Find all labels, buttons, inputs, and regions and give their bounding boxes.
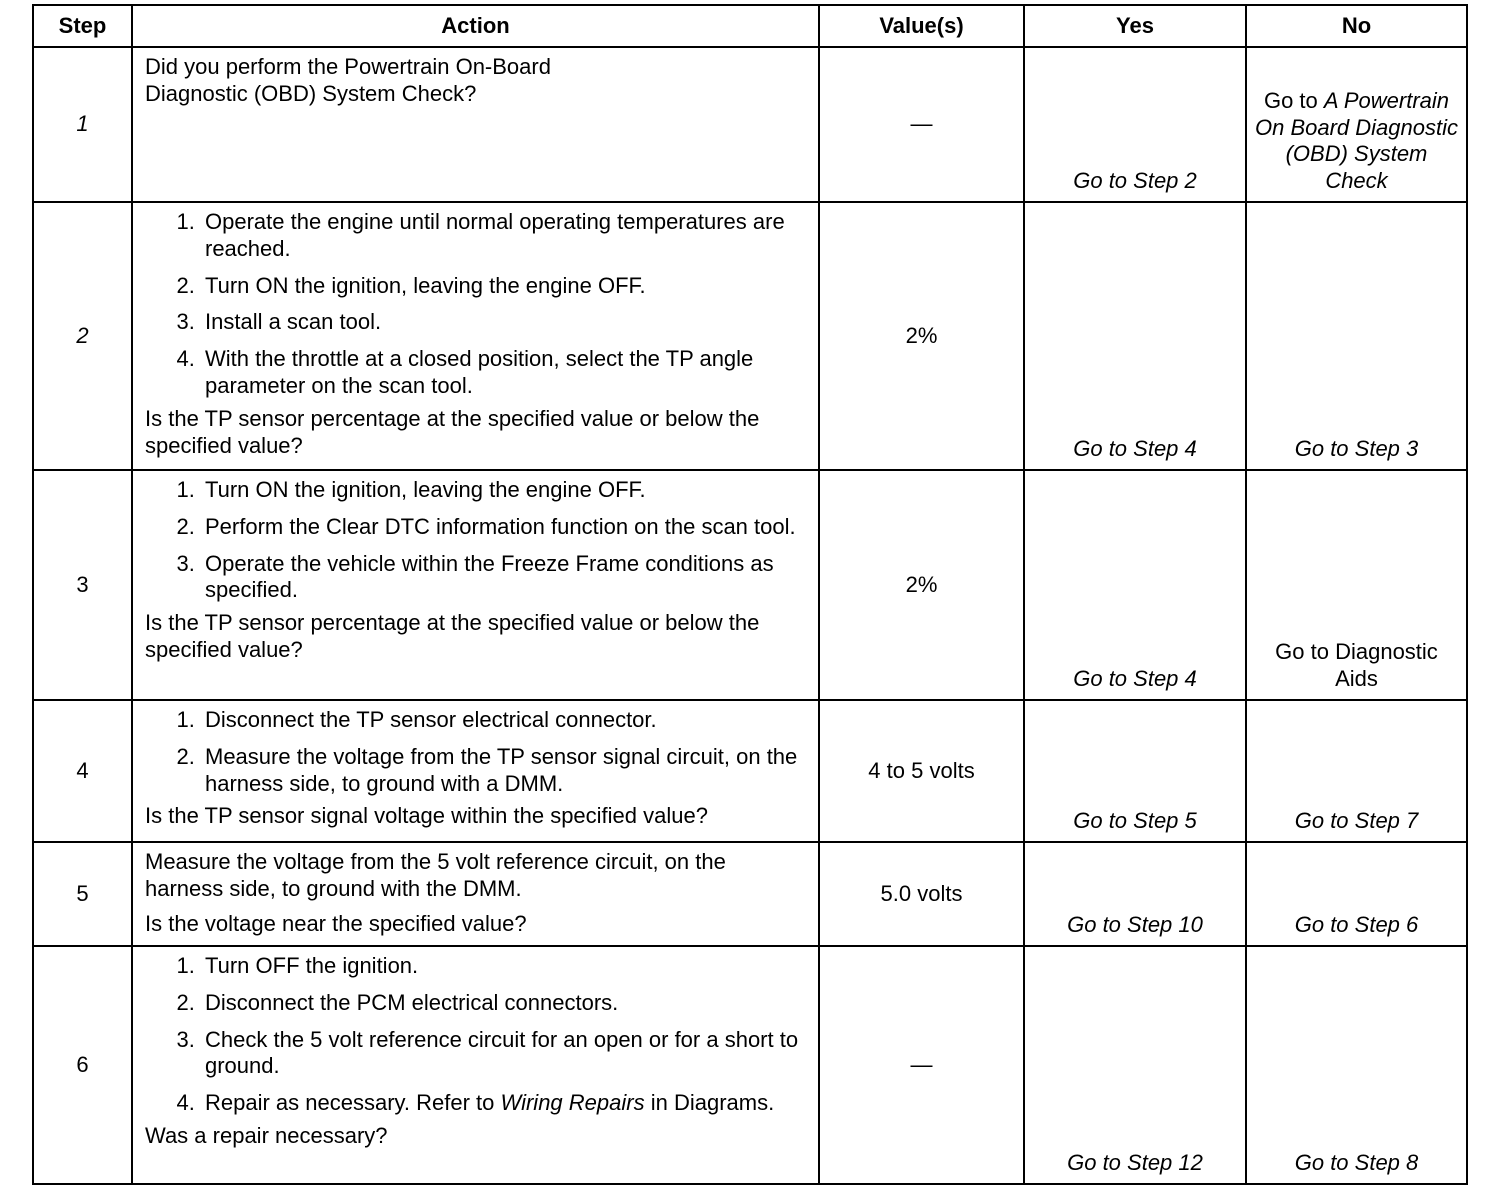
header-values: Value(s) bbox=[819, 5, 1024, 47]
table-row bbox=[33, 470, 1467, 700]
action-cell bbox=[132, 842, 819, 946]
step-number: 1 bbox=[33, 47, 132, 202]
table-row bbox=[33, 700, 1467, 842]
header-action: Action bbox=[132, 5, 819, 47]
value-cell: 2% bbox=[819, 470, 1024, 700]
yes-cell: Go to Step 4 bbox=[1024, 470, 1246, 700]
list-item: 1. Turn OFF the ignition. bbox=[201, 953, 806, 980]
no-prefix: Go to bbox=[1263, 87, 1318, 113]
list-item: 2. Measure the voltage from the TP sensor signal circuit, on the harness side, to ground with a DMM. bbox=[201, 744, 806, 798]
action-question: Is the voltage near the specified value? bbox=[145, 910, 527, 936]
list-item: 2. Turn ON the ignition, leaving the engine OFF. bbox=[201, 273, 806, 300]
list-item: 3. Check the 5 volt reference circuit for an open or for a short to ground. bbox=[201, 1027, 806, 1081]
yes-cell: Go to Step 5 bbox=[1024, 700, 1246, 842]
value-cell: 5.0 volts bbox=[819, 842, 1024, 946]
action-list bbox=[145, 209, 806, 400]
table-row bbox=[33, 202, 1467, 470]
header-row bbox=[33, 5, 1467, 47]
action-cell bbox=[132, 202, 819, 470]
step-number: 2 bbox=[33, 202, 132, 470]
action-text: Did you perform the Powertrain On-Board Diagnostic (OBD) System Check? bbox=[145, 54, 551, 106]
list-item: 2. Perform the Clear DTC information function on the scan tool. bbox=[201, 514, 806, 541]
action-question: Is the TP sensor signal voltage within the specified value? bbox=[145, 803, 708, 829]
list-item: 1. Disconnect the TP sensor electrical connector. bbox=[201, 707, 806, 734]
no-cell: Go to Step 8 bbox=[1246, 946, 1467, 1184]
action-question: Is the TP sensor percentage at the specified value or below the specified value? bbox=[145, 610, 760, 663]
value-cell: 2% bbox=[819, 202, 1024, 470]
list-item bbox=[201, 1090, 806, 1117]
yes-cell: Go to Step 12 bbox=[1024, 946, 1246, 1184]
action-cell bbox=[132, 700, 819, 842]
no-cell: Go to Step 7 bbox=[1246, 700, 1467, 842]
header-step: Step bbox=[33, 5, 132, 47]
yes-cell: Go to Step 2 bbox=[1024, 47, 1246, 202]
header-yes: Yes bbox=[1024, 5, 1246, 47]
action-question: Is the TP sensor percentage at the specified value or below the specified value? bbox=[145, 405, 760, 458]
table-row bbox=[33, 47, 1467, 202]
diagnostic-table bbox=[32, 4, 1468, 1185]
action-list bbox=[145, 953, 806, 1117]
item-text: Repair as necessary. Refer to bbox=[205, 1090, 495, 1116]
table-row bbox=[33, 946, 1467, 1184]
action-list bbox=[145, 707, 806, 797]
step-number: 6 bbox=[33, 946, 132, 1184]
item-reference: Wiring Repairs bbox=[500, 1090, 645, 1116]
no-cell: Go to Step 6 bbox=[1246, 842, 1467, 946]
list-item: 3. Operate the vehicle within the Freeze Frame conditions as specified. bbox=[201, 551, 806, 605]
value-cell: — bbox=[819, 47, 1024, 202]
action-cell bbox=[132, 470, 819, 700]
action-list bbox=[145, 477, 806, 604]
step-number: 4 bbox=[33, 700, 132, 842]
step-number: 3 bbox=[33, 470, 132, 700]
list-item: 2. Disconnect the PCM electrical connectors. bbox=[201, 990, 806, 1017]
no-link-text: A Powertrain On Board Diagnostic (OBD) System Check bbox=[1255, 87, 1458, 194]
action-text: Measure the voltage from the 5 volt reference circuit, on the harness side, to ground with the DMM. bbox=[145, 849, 726, 901]
item-text: in Diagrams. bbox=[650, 1090, 775, 1116]
no-cell: Go to Step 3 bbox=[1246, 202, 1467, 470]
table-row bbox=[33, 842, 1467, 946]
yes-cell: Go to Step 4 bbox=[1024, 202, 1246, 470]
header-no: No bbox=[1246, 5, 1467, 47]
list-item: 3. Install a scan tool. bbox=[201, 309, 806, 336]
no-cell bbox=[1246, 47, 1467, 202]
value-cell: — bbox=[819, 946, 1024, 1184]
no-cell: Go to Diagnostic Aids bbox=[1246, 470, 1467, 700]
action-cell bbox=[132, 47, 819, 202]
list-item: 1. Turn ON the ignition, leaving the engine OFF. bbox=[201, 477, 806, 504]
list-item: 1. Operate the engine until normal operating temperatures are reached. bbox=[201, 209, 806, 263]
step-number: 5 bbox=[33, 842, 132, 946]
value-cell: 4 to 5 volts bbox=[819, 700, 1024, 842]
action-question: Was a repair necessary? bbox=[145, 1123, 388, 1149]
list-item: 4. With the throttle at a closed position, select the TP angle parameter on the scan tool. bbox=[201, 346, 806, 400]
action-cell bbox=[132, 946, 819, 1184]
yes-cell: Go to Step 10 bbox=[1024, 842, 1246, 946]
